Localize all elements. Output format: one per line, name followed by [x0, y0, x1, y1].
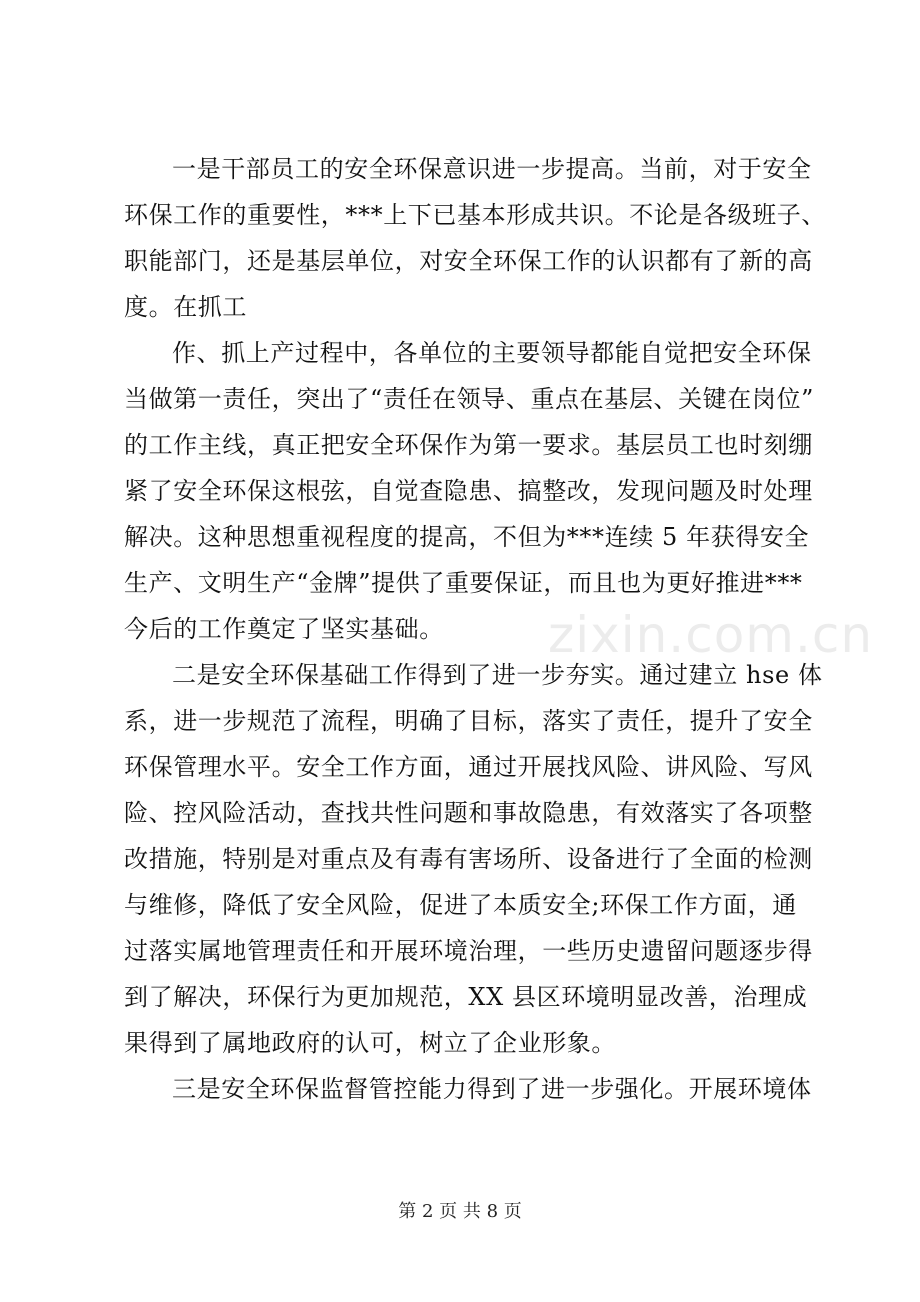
text-line: 果得到了属地政府的认可，树立了企业形象。 — [124, 1029, 616, 1057]
text-line: 解决。这种思想重视程度的提高，不但为***连续 5 年获得安全 — [124, 523, 810, 551]
text-line: 当做第一责任，突出了“责任在领导、重点在基层、关键在岗位” — [124, 385, 814, 413]
text-line: 环保工作的重要性，***上下已基本形成共识。不论是各级班子、 — [124, 201, 826, 229]
watermark: zixin.com.cn — [548, 606, 874, 664]
text-line: 到了解决，环保行为更加规范，XX 县区环境明显改善，治理成 — [124, 983, 808, 1011]
text-line: 系，进一步规范了流程，明确了目标，落实了责任，提升了安全 — [124, 707, 813, 735]
page-footer: 第 2 页 共 8 页 — [398, 1201, 522, 1222]
document-body — [124, 146, 826, 1112]
text-line: 度。在抓工 — [124, 293, 247, 321]
text-line: 二是安全环保基础工作得到了进一步夯实。通过建立 hse 体 — [172, 661, 823, 689]
text-line: 今后的工作奠定了坚实基础。 — [124, 615, 444, 643]
text-line: 过落实属地管理责任和开展环境治理，一些历史遗留问题逐步得 — [124, 937, 813, 965]
text-line: 紧了安全环保这根弦，自觉查隐患、搞整改，发现问题及时处理 — [124, 477, 813, 505]
text-line: 险、控风险活动，查找共性问题和事故隐患，有效落实了各项整 — [124, 799, 813, 827]
text-line: 与维修，降低了安全风险，促进了本质安全;环保工作方面，通 — [124, 891, 797, 919]
text-line: 改措施，特别是对重点及有毒有害场所、设备进行了全面的检测 — [124, 845, 813, 873]
text-line: 职能部门，还是基层单位，对安全环保工作的认识都有了新的高 — [124, 247, 813, 275]
text-line: 一是干部员工的安全环保意识进一步提高。当前，对于安全 — [172, 155, 812, 183]
text-line: 三是安全环保监督管控能力得到了进一步强化。开展环境体 — [172, 1075, 812, 1103]
text-line: 环保管理水平。安全工作方面，通过开展找风险、讲风险、写风 — [124, 753, 813, 781]
text-line: 的工作主线，真正把安全环保作为第一要求。基层员工也时刻绷 — [124, 431, 813, 459]
text-line: 作、抓上产过程中，各单位的主要领导都能自觉把安全环保 — [172, 339, 812, 367]
text-line: 生产、文明生产“金牌”提供了重要保证，而且也为更好推进*** — [124, 569, 803, 597]
